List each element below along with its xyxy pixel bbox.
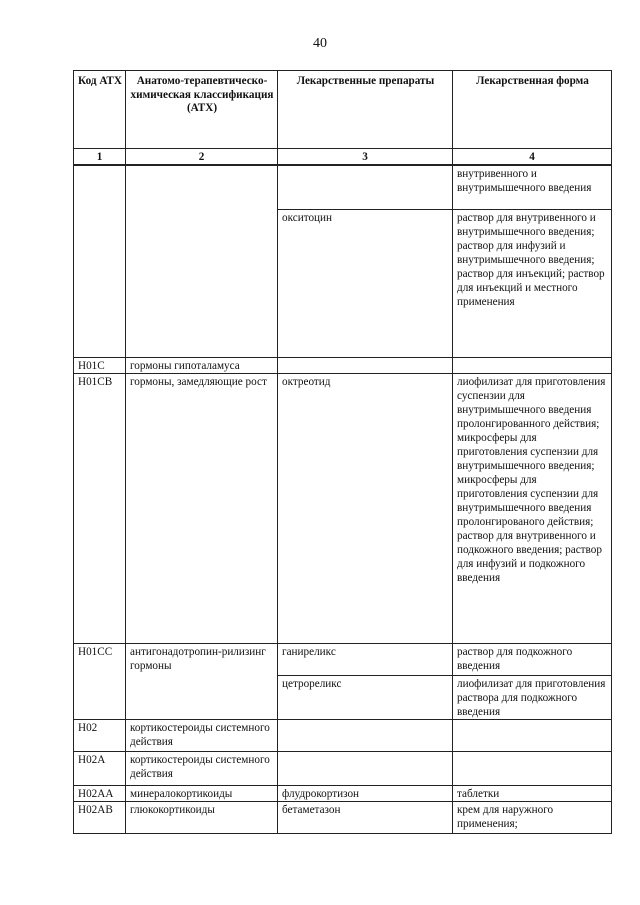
form-cell: таблетки bbox=[453, 785, 612, 801]
atc-code-cell: H02AA bbox=[74, 785, 126, 801]
form-cell: крем для наружного применения; bbox=[453, 801, 612, 833]
header-classification: Анатомо-терапевтическо-химическая классификация (АТХ) bbox=[126, 71, 278, 149]
classification-cell: глюкокортикоиды bbox=[126, 801, 278, 833]
drug-cell: цетрореликс bbox=[278, 675, 453, 719]
classification-cell bbox=[126, 165, 278, 357]
table-row bbox=[74, 165, 612, 209]
table-row bbox=[74, 373, 612, 643]
atc-code-cell: H01C bbox=[74, 357, 126, 373]
classification-cell: минералокортикоиды bbox=[126, 785, 278, 801]
column-number-row bbox=[74, 149, 612, 166]
atc-code-cell: H02AB bbox=[74, 801, 126, 833]
table-row bbox=[74, 785, 612, 801]
classification-cell: гормоны гипоталамуса bbox=[126, 357, 278, 373]
drug-cell: октреотид bbox=[278, 373, 453, 643]
table-row bbox=[74, 801, 612, 833]
form-cell bbox=[453, 751, 612, 785]
page-number: 40 bbox=[313, 36, 327, 51]
column-number: 2 bbox=[126, 149, 278, 166]
form-cell bbox=[453, 719, 612, 751]
drug-cell: бетаметазон bbox=[278, 801, 453, 833]
form-cell bbox=[453, 357, 612, 373]
table-row bbox=[74, 719, 612, 751]
form-cell: лиофилизат для приготовления раствора для подкожного введения bbox=[453, 675, 612, 719]
atc-drug-table bbox=[73, 70, 612, 834]
header-form: Лекарственная форма bbox=[453, 71, 612, 149]
header-code: Код АТХ bbox=[74, 71, 126, 149]
table-row bbox=[74, 751, 612, 785]
drug-cell bbox=[278, 751, 453, 785]
drug-cell bbox=[278, 165, 453, 209]
form-cell: раствор для внутривенного и внутримышечного введения; раствор для инфузий и внутримышечного введения; раствор для инъекций; раствор для инъекций и местного применения bbox=[453, 209, 612, 357]
column-number: 3 bbox=[278, 149, 453, 166]
drug-cell: флудрокортизон bbox=[278, 785, 453, 801]
form-cell: раствор для подкожного введения bbox=[453, 643, 612, 675]
classification-cell: антигонадотропин-рилизинг гормоны bbox=[126, 643, 278, 719]
drug-cell bbox=[278, 719, 453, 751]
column-number: 4 bbox=[453, 149, 612, 166]
drug-cell: ганиреликс bbox=[278, 643, 453, 675]
classification-cell: кортикостероиды системного действия bbox=[126, 751, 278, 785]
column-number: 1 bbox=[74, 149, 126, 166]
atc-code-cell: H01CB bbox=[74, 373, 126, 643]
table-row bbox=[74, 643, 612, 675]
form-cell: внутривенного и внутримышечного введения bbox=[453, 165, 612, 209]
header-drugs: Лекарственные препараты bbox=[278, 71, 453, 149]
table-row bbox=[74, 357, 612, 373]
drug-cell bbox=[278, 357, 453, 373]
drug-cell: окситоцин bbox=[278, 209, 453, 357]
classification-cell: гормоны, замедляющие рост bbox=[126, 373, 278, 643]
form-cell: лиофилизат для приготовления суспензии для внутримышечного введения пролонгированного действия; микросферы для приготовления суспензии для внутримышечного введения; микросферы для приготовления суспензии для внутримышечного введения пролонгированого действия; раствор для внутривенного и подкожного введения; раствор для инфузий и подкожного введения bbox=[453, 373, 612, 643]
classification-cell: кортикостероиды системного действия bbox=[126, 719, 278, 751]
atc-code-cell: H02 bbox=[74, 719, 126, 751]
atc-code-cell bbox=[74, 165, 126, 357]
atc-code-cell: H01CC bbox=[74, 643, 126, 719]
table-header-row bbox=[74, 71, 612, 149]
atc-code-cell: H02A bbox=[74, 751, 126, 785]
